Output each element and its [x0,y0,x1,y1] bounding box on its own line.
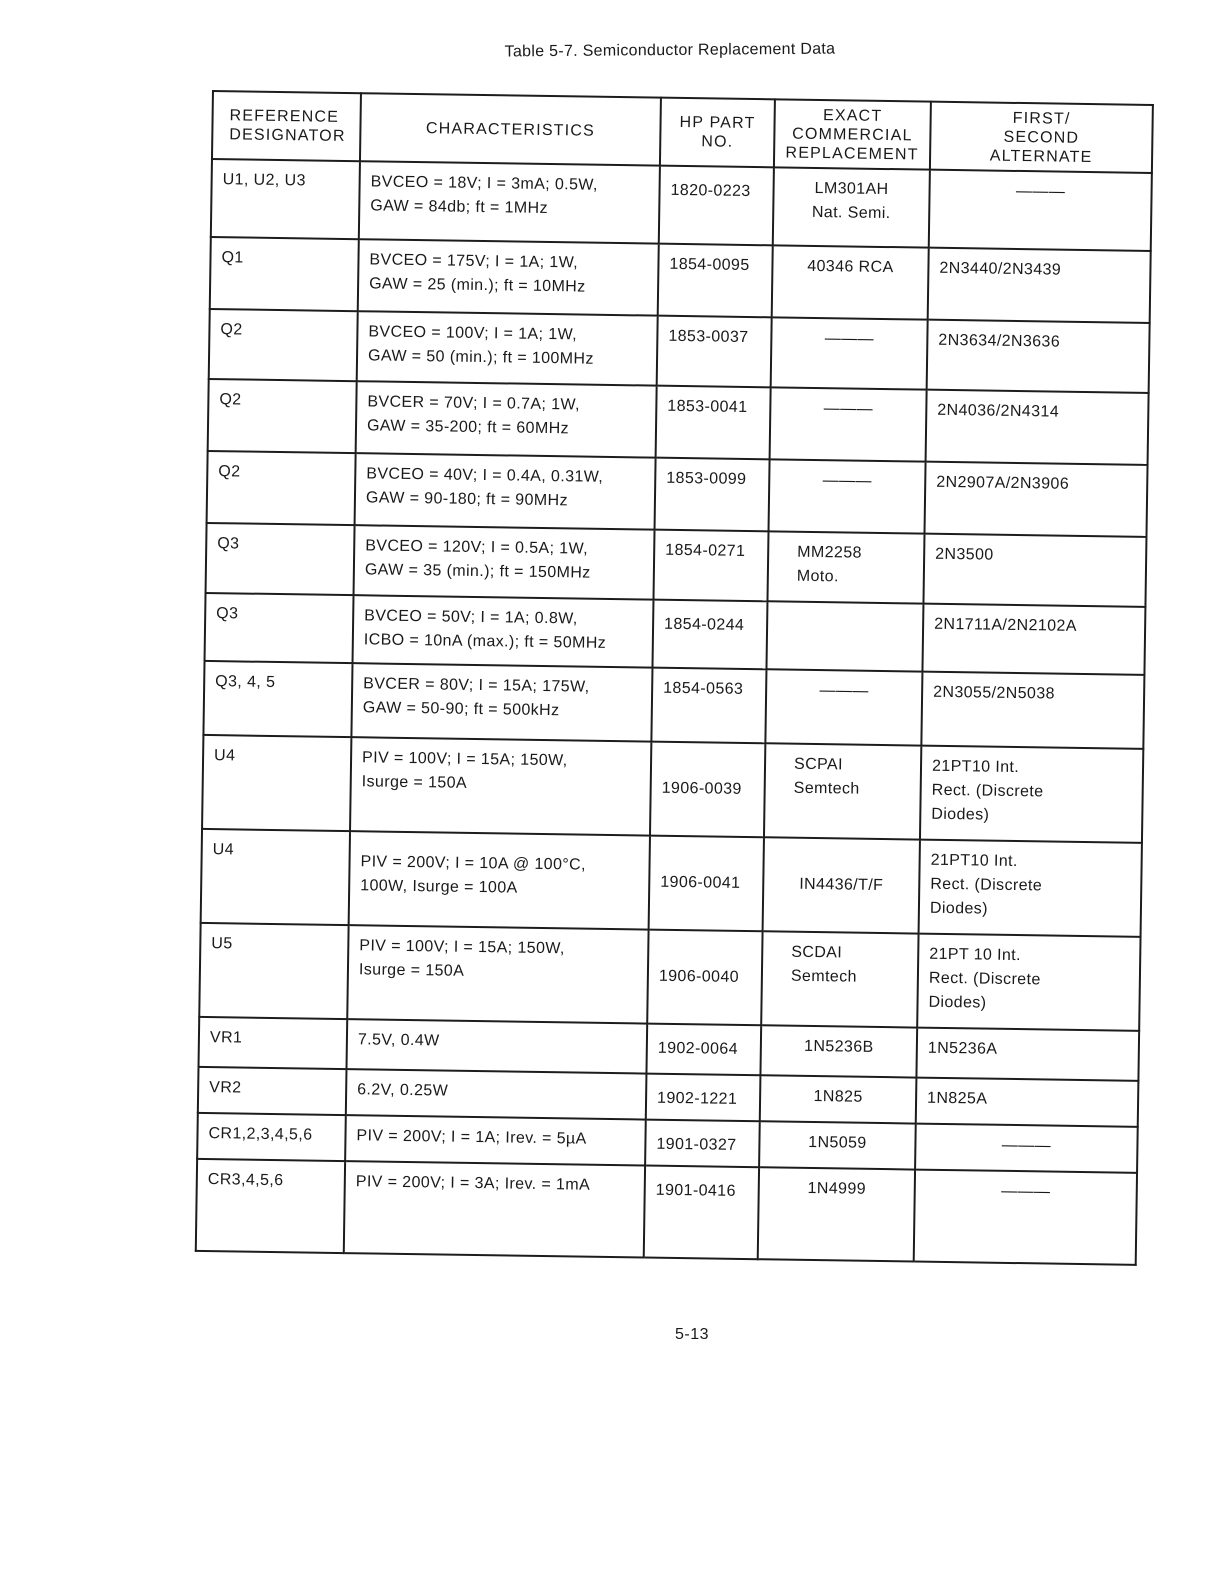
cell-hp-part: 1906-0041 [649,836,764,932]
table-row [196,1159,1137,1265]
cell-reference: VR1 [199,1017,348,1069]
cell-exact-replacement: SCDAI Semtech [761,931,918,1027]
cell-hp-part: 1906-0040 [647,930,762,1026]
cell-hp-part: 1906-0039 [650,742,765,838]
cell-exact-replacement: LM301AH Nat. Semi. [773,167,930,247]
cell-alternate: 2N4036/2N4314 [926,390,1149,465]
cell-exact-replacement [766,601,923,671]
cell-characteristics: BVCEO = 100V; I = 1A; 1W, GAW = 50 (min.); ft = 100MHz [357,311,658,385]
cell-exact-replacement: 40346 RCA [772,245,929,319]
cell-reference: Q3 [205,593,354,663]
cell-exact-replacement: MM2258 Moto. [767,531,924,603]
cell-alternate: 2N1711A/2N2102A [922,604,1145,675]
cell-exact-replacement: 1N5236B [760,1025,917,1077]
cell-hp-part: 1854-0271 [653,530,768,602]
cell-hp-part: 1854-0095 [658,244,773,318]
cell-hp-part: 1853-0037 [657,316,772,388]
replacement-data-sheet [195,90,1152,1266]
cell-hp-part: 1902-0064 [646,1024,761,1076]
cell-hp-part: 1901-0416 [644,1166,759,1260]
cell-alternate: 2N3634/2N3636 [927,320,1150,393]
header-reference-designator: REFERENCE DESIGNATOR [212,91,361,161]
cell-characteristics: 6.2V, 0.25W [346,1069,647,1119]
cell-reference: U4 [202,735,351,831]
page-number: 5-13 [675,1326,710,1343]
cell-alternate: 2N3500 [923,534,1146,607]
cell-hp-part: 1854-0244 [652,600,767,670]
cell-hp-part: 1901-0327 [645,1120,760,1168]
table-row [201,829,1142,937]
cell-characteristics: PIV = 100V; I = 15A; 150W, Isurge = 150A [347,925,648,1023]
table-row [202,735,1143,843]
cell-exact-replacement: IN4436/T/F [763,837,920,933]
cell-characteristics: PIV = 200V; I = 10A @ 100°C, 100W, Isurge = 100A [349,831,650,929]
table-row [207,451,1148,537]
cell-reference: CR1,2,3,4,5,6 [197,1113,346,1161]
cell-alternate: 2N3440/2N3439 [928,248,1151,323]
table-row [210,237,1151,323]
cell-characteristics: BVCEO = 18V; I = 3mA; 0.5W, GAW = 84db; ft = 1MHz [359,161,660,243]
cell-reference: Q3, 4, 5 [203,661,352,737]
cell-reference: U4 [201,829,350,925]
table-row [211,159,1152,251]
cell-alternate: 21PT 10 Int. Rect. (Discrete Diodes) [917,934,1140,1031]
cell-alternate: ——— [914,1170,1137,1265]
cell-alternate: 1N825A [916,1078,1139,1127]
header-first-second-alternate: FIRST/ SECOND ALTERNATE [930,102,1153,173]
cell-exact-replacement: ——— [769,459,926,533]
header-hp-part-no: HP PART NO. [660,98,775,168]
cell-reference: Q2 [209,309,358,381]
cell-exact-replacement: ——— [765,669,922,745]
cell-alternate: 21PT10 Int. Rect. (Discrete Diodes) [919,840,1142,937]
cell-characteristics: BVCEO = 50V; I = 1A; 0.8W, ICBO = 10nA (max.); ft = 50MHz [353,595,654,667]
cell-characteristics: PIV = 100V; I = 15A; 150W, Isurge = 150A [350,737,651,835]
cell-hp-part: 1853-0099 [655,458,770,532]
cell-characteristics: BVCEO = 120V; I = 0.5A; 1W, GAW = 35 (min.); ft = 150MHz [354,525,655,599]
cell-exact-replacement: SCPAI Semtech [764,743,921,839]
table-row [208,379,1149,465]
cell-reference: Q2 [208,379,357,453]
cell-reference: Q3 [206,523,355,595]
cell-reference: CR3,4,5,6 [196,1159,345,1253]
cell-characteristics: BVCEO = 40V; I = 0.4A, 0.31W, GAW = 90-180; ft = 90MHz [355,453,656,529]
cell-exact-replacement: 1N4999 [758,1167,915,1261]
cell-reference: VR2 [198,1067,347,1115]
cell-reference: U5 [199,923,348,1019]
cell-reference: U1, U2, U3 [211,159,360,239]
cell-alternate: 2N3055/2N5038 [921,672,1144,749]
cell-exact-replacement: 1N825 [760,1075,917,1123]
cell-exact-replacement: ——— [770,387,927,461]
cell-exact-replacement: 1N5059 [759,1121,916,1169]
header-exact-commercial-replacement: EXACT COMMERCIAL REPLACEMENT [774,99,931,169]
cell-alternate: 21PT10 Int. Rect. (Discrete Diodes) [920,746,1143,843]
cell-hp-part: 1853-0041 [656,386,771,460]
cell-hp-part: 1820-0223 [659,166,774,246]
cell-characteristics: BVCEO = 175V; I = 1A; 1W, GAW = 25 (min.); ft = 10MHz [358,239,659,315]
cell-reference: Q1 [210,237,359,311]
cell-characteristics: BVCER = 70V; I = 0.7A; 1W, GAW = 35-200; ft = 60MHz [356,381,657,457]
cell-hp-part: 1902-1221 [646,1074,761,1122]
cell-characteristics: PIV = 200V; I = 1A; Irev. = 5µA [345,1115,646,1165]
cell-reference: Q2 [207,451,356,525]
cell-hp-part: 1854-0563 [651,668,766,744]
cell-characteristics: PIV = 200V; I = 3A; Irev. = 1mA [344,1161,645,1257]
cell-alternate: 2N2907A/2N3906 [924,462,1147,537]
semiconductor-replacement-table [195,90,1154,1266]
table-row [203,661,1144,749]
cell-characteristics: 7.5V, 0.4W [346,1019,647,1073]
cell-alternate: 1N5236A [916,1028,1139,1081]
cell-exact-replacement: ——— [771,317,928,389]
table-title: Table 5-7. Semiconductor Replacement Data [504,40,836,61]
header-characteristics: CHARACTERISTICS [360,93,661,165]
cell-alternate: ——— [929,170,1152,251]
cell-characteristics: BVCER = 80V; I = 15A; 175W, GAW = 50-90; ft = 500kHz [351,663,652,741]
cell-alternate: ——— [915,1124,1138,1173]
table-row [199,923,1140,1031]
